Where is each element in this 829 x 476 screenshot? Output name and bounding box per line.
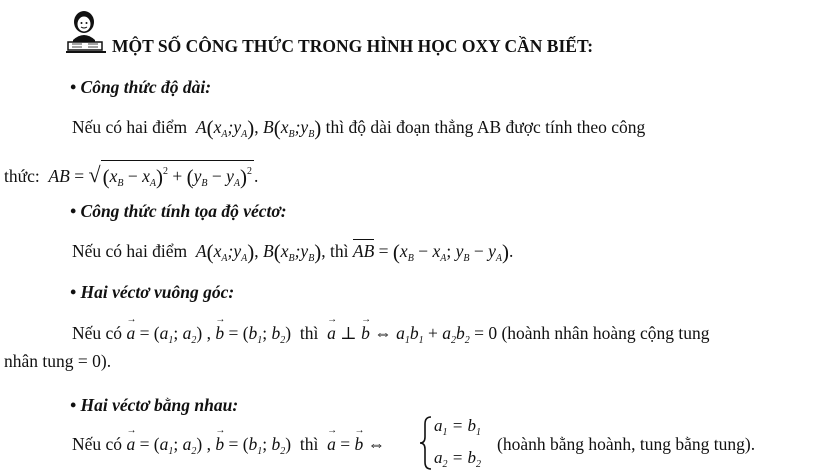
bullet: • <box>70 77 81 97</box>
section-heading-distance: • Công thức độ dài: <box>70 77 212 97</box>
page-title: MỘT SỐ CÔNG THỨC TRONG HÌNH HỌC OXY CẦN BIẾT: <box>112 36 594 56</box>
section-heading-vector: • Công thức tính tọa độ véctơ: <box>70 201 287 221</box>
reader-at-desk-icon <box>64 8 108 54</box>
distance-line-1: Nếu có hai điểm $A(x_A;y_A)$, $B(x_B;y_B)$ thì độ dài đoạn thẳng AB được tính theo công <box>72 116 646 140</box>
section-heading-equal: • Hai véctơ bằng nhau: <box>70 395 239 415</box>
perpendicular-line-1: Nếu có → $a = (a_1$; $a_2$) , → $b = (b_1$; $b_2$) thì → a ⊥ → b ⇔ $a_1b_1 + a_2b_2 = 0$ (hoành nhân hoàng cộng tung <box>72 322 709 352</box>
bullet: • <box>70 201 81 221</box>
section-heading-perpendicular: • Hai véctơ vuông góc: <box>70 282 235 302</box>
vector-line: Nếu có hai điểm $A(x_A;y_A)$, $B(x_B;y_B)$, thì AB = ($x_B - x_A$; $y_B - y_A$). <box>72 240 514 264</box>
bullet: • <box>70 395 81 415</box>
equal-note: (hoành bằng hoành, tung bằng tung). <box>497 434 756 454</box>
distance-formula-line: thức: AB = $√(x_B - x_A)^2 + (y_B - y_A)^2$ . <box>4 160 258 195</box>
equal-line: Nếu có → $a = (a_1$; $a_2$) , → $b = (b_1$; $b_2$) thì → a = → b ⇔ <box>72 433 385 463</box>
system-eq-1: $a_1 = b_1$ <box>434 416 481 438</box>
bullet: • <box>70 282 81 302</box>
title-icon <box>64 8 108 54</box>
perpendicular-line-2: nhân tung = 0). <box>4 351 112 371</box>
system-eq-2: $a_2 = b_2$ <box>434 448 481 470</box>
system-brace <box>418 415 434 471</box>
